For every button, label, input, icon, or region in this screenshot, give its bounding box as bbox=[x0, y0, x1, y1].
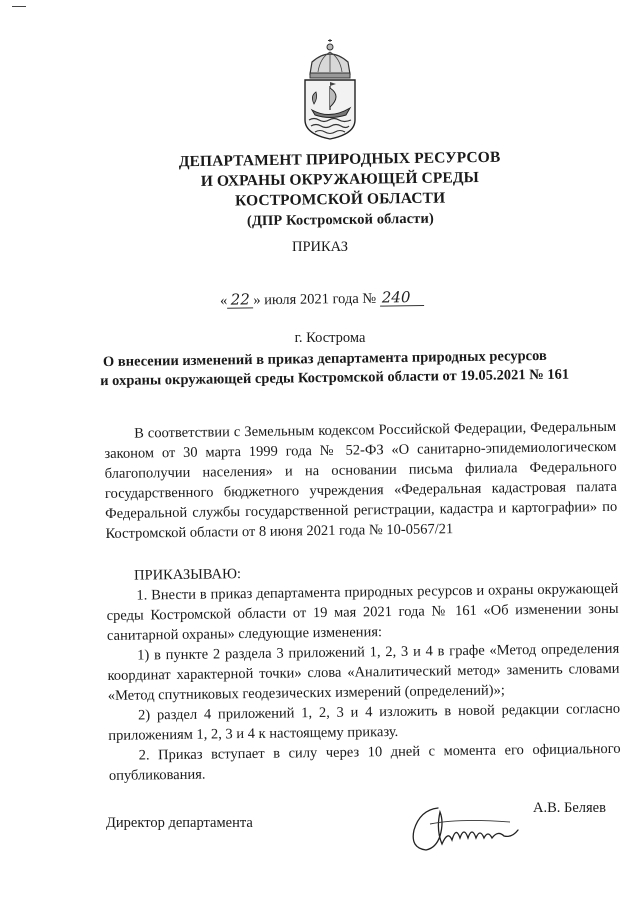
handwritten-signature-icon bbox=[400, 800, 530, 860]
order-body bbox=[104, 417, 621, 786]
order-day-handwritten: 22 bbox=[227, 291, 253, 308]
org-name-line-1: ДЕПАРТАМЕНТ ПРИРОДНЫХ РЕСУРСОВ bbox=[178, 148, 501, 171]
order-item-1-sub-1: 1) в пункте 2 раздела 3 приложений 1, 2, 3 и 4 в графе «Метод определения координат характерной точки» слова «Аналитический метод» заменить словами «Метод спутниковых геодезических измерений (определений)»; bbox=[107, 640, 620, 704]
date-month-year: » июля 2021 года № bbox=[253, 290, 377, 309]
signatory-name: А.В. Беляев bbox=[533, 800, 606, 816]
date-open-quote: « bbox=[219, 292, 228, 309]
organization-header bbox=[159, 147, 520, 232]
order-directive-word: ПРИКАЗЫВАЮ: bbox=[134, 566, 242, 584]
subject-line-2: и охраны окружающей среды Костромской области от 19.05.2021 № 161 bbox=[100, 366, 570, 390]
org-name-line-2: И ОХРАНЫ ОКРУЖАЮЩЕЙ СРЕДЫ bbox=[200, 169, 480, 190]
order-item-1-sub-2: 2) раздел 4 приложений 1, 2, 3 и 4 изложить в новой редакции согласно приложениям 1, 2, 3 и 4 к настоящему приказу. bbox=[108, 700, 621, 744]
order-item-2: 2. Приказ вступает в силу через 10 дней с момента его официального опубликования. bbox=[108, 740, 621, 784]
order-subject bbox=[100, 347, 570, 391]
signatory-position: Директор департамента bbox=[106, 815, 253, 831]
scan-mark bbox=[12, 6, 26, 7]
preamble-paragraph: В соответствии с Земельным кодексом Российской Федерации, Федеральным законом от 30 марта 1999 года № 52-ФЗ «О санитарно-эпидемиологическом благополучии населения» и на основании письма филиала Федерального государственного бюджетного учреждения «Федеральная кадастровая палата Федеральной службы государственной регистрации, кадастра и картографии» по Костромской области от 8 июня 2021 года № 10-0567/21 bbox=[104, 418, 618, 542]
order-number-handwritten: 240 bbox=[380, 289, 424, 307]
subject-line-1: О внесении изменений в приказ департамента природных ресурсов bbox=[102, 347, 547, 371]
order-city: г. Кострома bbox=[294, 330, 366, 346]
org-name-line-3: КОСТРОМСКОЙ ОБЛАСТИ bbox=[234, 189, 446, 210]
order-item-1: 1. Внести в приказ департамента природных ресурсов и охраны окружающей среды Костромской области от 19 мая 2021 года № 161 «Об изменении зоны санитарной охраны» следующие изменения: bbox=[106, 580, 619, 644]
coat-of-arms-icon bbox=[300, 38, 360, 142]
order-date-line bbox=[220, 288, 480, 310]
org-abbreviation: (ДПР Костромской области) bbox=[246, 210, 434, 230]
document-type-title: ПРИКАЗ bbox=[291, 239, 349, 255]
